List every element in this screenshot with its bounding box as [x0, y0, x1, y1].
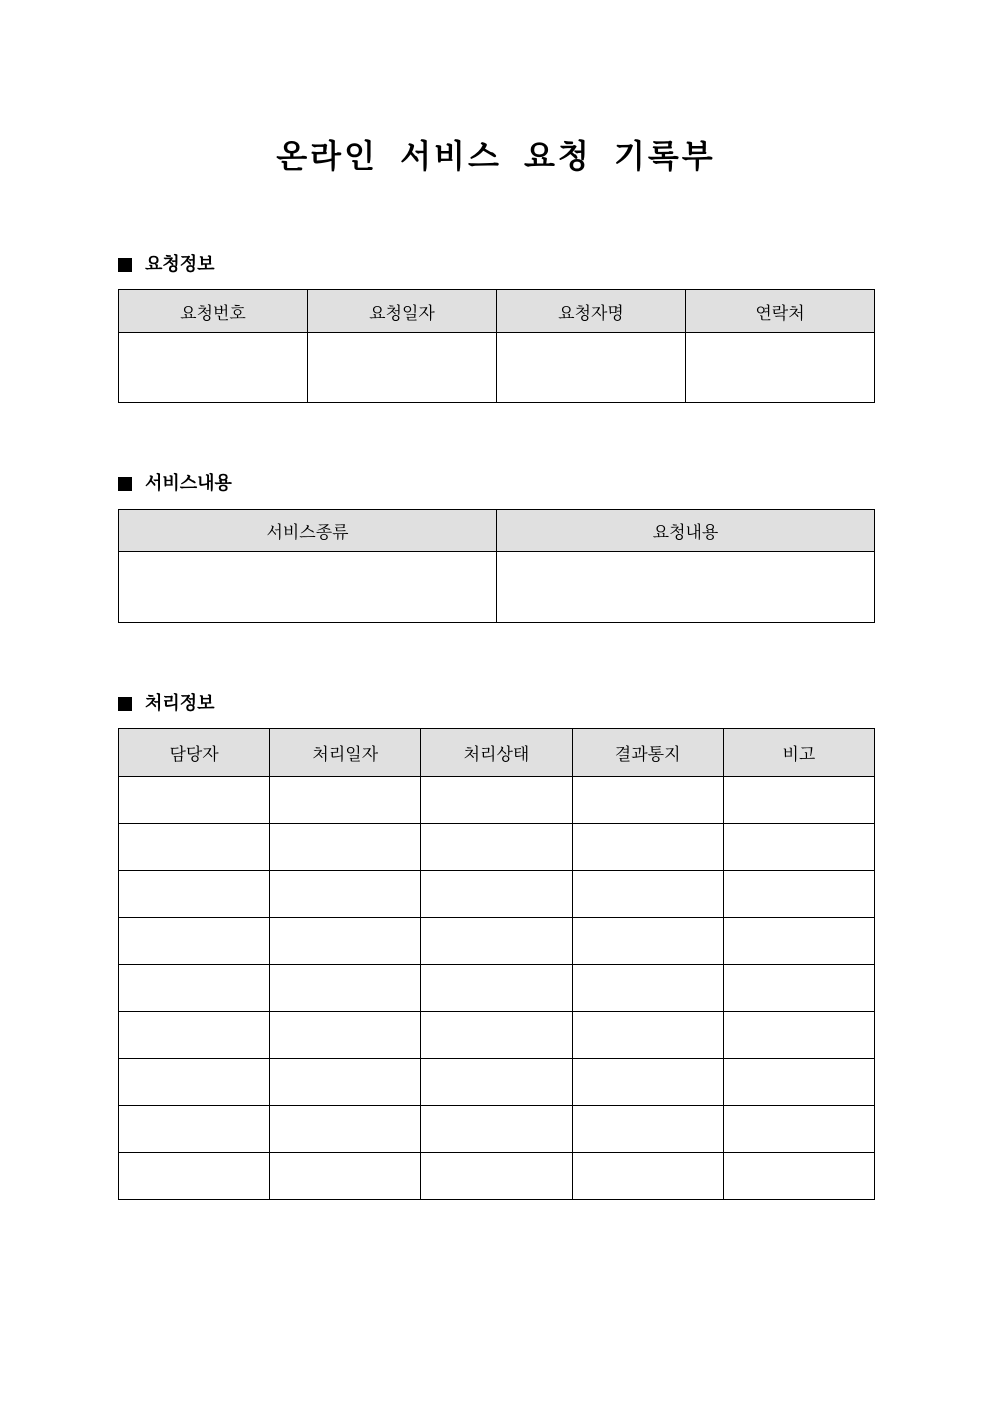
process-status-cell[interactable] [421, 918, 572, 965]
remarks-cell[interactable] [723, 824, 874, 871]
request-content-cell[interactable] [497, 552, 875, 623]
process-status-cell[interactable] [421, 1153, 572, 1200]
result-notice-cell[interactable] [572, 1153, 723, 1200]
request-date-cell[interactable] [308, 333, 497, 403]
request-info-table [118, 289, 875, 403]
column-header-service-type: 서비스종류 [119, 510, 497, 552]
assignee-cell[interactable] [119, 1059, 270, 1106]
section-heading-label: 서비스내용 [145, 473, 232, 494]
result-notice-cell[interactable] [572, 1059, 723, 1106]
column-header-remarks: 비고 [723, 729, 874, 777]
result-notice-cell[interactable] [572, 824, 723, 871]
process-date-cell[interactable] [270, 1012, 421, 1059]
result-notice-cell[interactable] [572, 918, 723, 965]
process-date-cell[interactable] [270, 1153, 421, 1200]
process-date-cell[interactable] [270, 965, 421, 1012]
result-notice-cell[interactable] [572, 871, 723, 918]
process-status-cell[interactable] [421, 824, 572, 871]
assignee-cell[interactable] [119, 1012, 270, 1059]
column-header-request-number: 요청번호 [119, 290, 308, 333]
remarks-cell[interactable] [723, 1153, 874, 1200]
result-notice-cell[interactable] [572, 1012, 723, 1059]
process-date-cell[interactable] [270, 824, 421, 871]
process-status-cell[interactable] [421, 1106, 572, 1153]
table-row [119, 552, 875, 623]
section-heading-request [118, 253, 215, 277]
square-bullet-icon [118, 258, 132, 272]
column-header-requester-name: 요청자명 [497, 290, 686, 333]
process-status-cell[interactable] [421, 871, 572, 918]
process-status-cell[interactable] [421, 965, 572, 1012]
table-row [119, 1153, 875, 1200]
column-header-process-status: 처리상태 [421, 729, 572, 777]
section-heading-label: 처리정보 [145, 693, 215, 714]
process-date-cell[interactable] [270, 777, 421, 824]
assignee-cell[interactable] [119, 965, 270, 1012]
table-row [119, 1106, 875, 1153]
table-header-row [119, 510, 875, 552]
service-type-cell[interactable] [119, 552, 497, 623]
result-notice-cell[interactable] [572, 1106, 723, 1153]
process-date-cell[interactable] [270, 871, 421, 918]
square-bullet-icon [118, 477, 132, 491]
table-header-row [119, 290, 875, 333]
process-status-cell[interactable] [421, 1059, 572, 1106]
table-row [119, 871, 875, 918]
table-row [119, 824, 875, 871]
column-header-assignee: 담당자 [119, 729, 270, 777]
table-row [119, 777, 875, 824]
remarks-cell[interactable] [723, 965, 874, 1012]
process-date-cell[interactable] [270, 1106, 421, 1153]
assignee-cell[interactable] [119, 824, 270, 871]
square-bullet-icon [118, 697, 132, 711]
result-notice-cell[interactable] [572, 777, 723, 824]
remarks-cell[interactable] [723, 1059, 874, 1106]
remarks-cell[interactable] [723, 871, 874, 918]
contact-cell[interactable] [686, 333, 875, 403]
table-row [119, 1012, 875, 1059]
column-header-request-content: 요청내용 [497, 510, 875, 552]
section-heading-process [118, 692, 215, 716]
column-header-process-date: 처리일자 [270, 729, 421, 777]
column-header-result-notice: 결과통지 [572, 729, 723, 777]
remarks-cell[interactable] [723, 777, 874, 824]
table-row [119, 918, 875, 965]
result-notice-cell[interactable] [572, 965, 723, 1012]
assignee-cell[interactable] [119, 871, 270, 918]
process-info-table [118, 728, 875, 1200]
requester-name-cell[interactable] [497, 333, 686, 403]
column-header-request-date: 요청일자 [308, 290, 497, 333]
assignee-cell[interactable] [119, 1106, 270, 1153]
table-row [119, 333, 875, 403]
remarks-cell[interactable] [723, 918, 874, 965]
assignee-cell[interactable] [119, 777, 270, 824]
table-row [119, 1059, 875, 1106]
process-status-cell[interactable] [421, 777, 572, 824]
section-heading-label: 요청정보 [145, 254, 215, 275]
remarks-cell[interactable] [723, 1012, 874, 1059]
process-date-cell[interactable] [270, 1059, 421, 1106]
remarks-cell[interactable] [723, 1106, 874, 1153]
process-date-cell[interactable] [270, 918, 421, 965]
document-title: 온라인 서비스 요청 기록부 [276, 137, 716, 175]
table-row [119, 965, 875, 1012]
assignee-cell[interactable] [119, 1153, 270, 1200]
service-content-table [118, 509, 875, 623]
table-header-row [119, 729, 875, 777]
process-status-cell[interactable] [421, 1012, 572, 1059]
assignee-cell[interactable] [119, 918, 270, 965]
request-number-cell[interactable] [119, 333, 308, 403]
process-table-body [119, 777, 875, 1200]
section-heading-service [118, 472, 232, 496]
column-header-contact: 연락처 [686, 290, 875, 333]
